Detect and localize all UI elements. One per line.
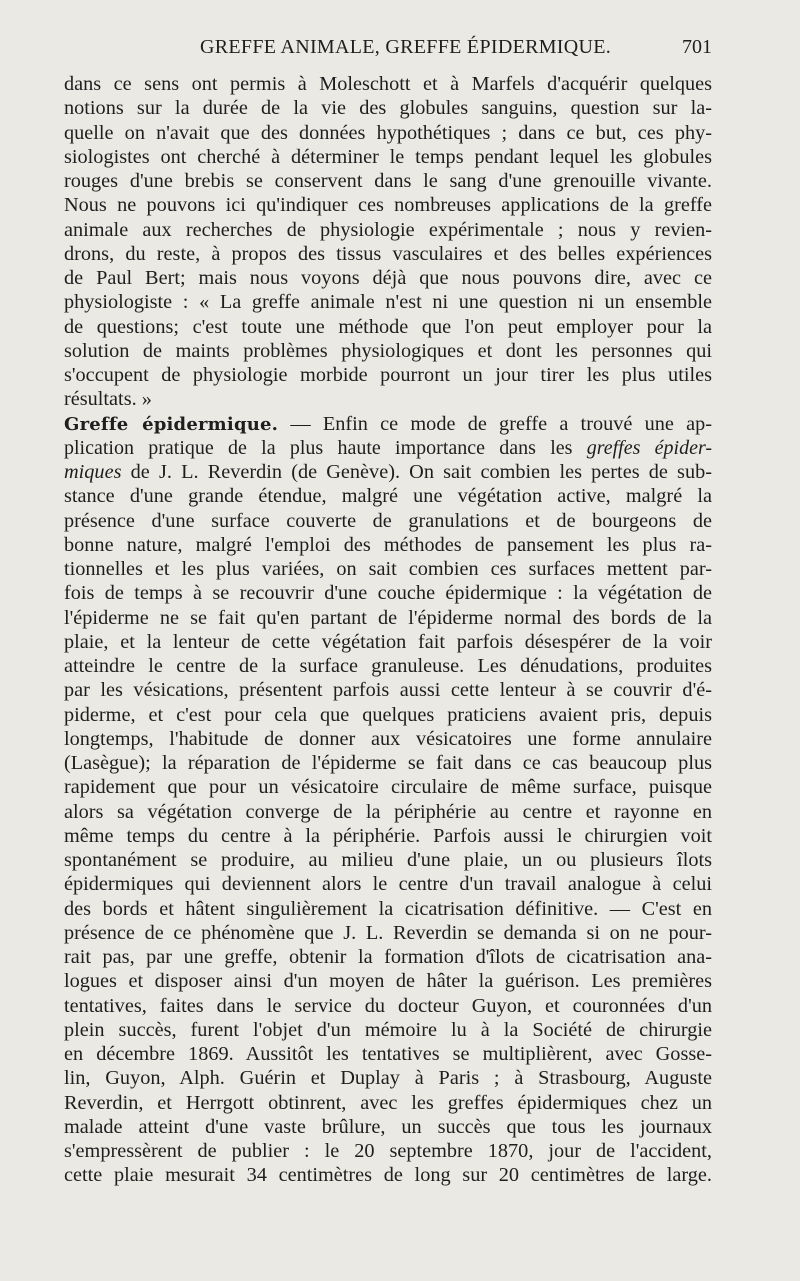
text-line: quelle on n'avait que des données hypothétiques ; dans ce but, ces phy-	[64, 121, 712, 144]
text-line: malade atteint d'une vaste brûlure, un succès que tous les journaux	[64, 1115, 712, 1138]
section-first-line	[64, 412, 712, 436]
text-line: solution de maints problèmes physiologiques et dont les personnes qui	[64, 339, 712, 362]
text-line: rouges d'une brebis se conservent dans le sang d'une grenouille vivante.	[64, 170, 712, 192]
text-line: tionnelles et les plus variées, on sait combien ces surfaces mettent par-	[64, 558, 712, 580]
text-line: spontanément se produire, au milieu d'une plaie, un ou plusieurs îlots	[64, 849, 712, 871]
text-line: plaie, et la lenteur de cette végétation fait parfois désespérer de la voir	[64, 630, 712, 653]
text-line: siologistes ont cherché à déterminer le temps pendant lequel les globules	[64, 145, 712, 168]
text-line: piderme, et c'est pour cela que quelques praticiens avaient pris, depuis	[64, 703, 712, 726]
text-line: fois de temps à se recouvrir d'une couche épidermique : la végétation de	[64, 582, 712, 605]
text-line	[64, 436, 712, 460]
text-line: rapidement que pour un vésicatoire circulaire de même surface, puisque	[64, 776, 712, 799]
text-line: plein succès, furent l'objet d'un mémoire lu à la Société de chirurgie	[64, 1018, 712, 1041]
running-title: GREFFE ANIMALE, GREFFE ÉPIDERMIQUE.	[200, 36, 612, 58]
text-line: tentatives, faites dans le service du docteur Guyon, et couronnées d'un	[64, 994, 712, 1017]
text-line: Nous ne pouvons ici qu'indiquer ces nombreuses applications de la greffe	[64, 194, 712, 217]
page-number: 701	[682, 36, 712, 58]
text-line: s'empressèrent de publier : le 20 septembre 1870, jour de l'accident,	[64, 1140, 712, 1162]
text-line	[64, 460, 712, 484]
page-header	[64, 36, 712, 64]
text-line: par les vésications, présentent parfois aussi cette lenteur à se couvrir d'é-	[64, 679, 712, 702]
text-line: présence de ce phénomène que J. L. Reverdin se demanda si on ne pour-	[64, 921, 712, 944]
text-line: même temps du centre à la périphérie. Parfois aussi le chirurgien voit	[64, 824, 712, 847]
text-line: en décembre 1869. Aussitôt les tentatives se multiplièrent, avec Gosse-	[64, 1043, 712, 1065]
text-line: animale aux recherches de physiologie expérimentale ; nous y revien-	[64, 218, 712, 241]
italic-term: greffes épider-	[586, 436, 712, 459]
text-line: (Lasègue); la réparation de l'épiderme se fait dans ce cas beaucoup plus	[64, 752, 712, 774]
text-line: résultats. »	[64, 388, 152, 411]
text-line: notions sur la durée de la vie des globules sanguins, question sur la-	[64, 97, 712, 120]
line-start: plication pratique de la plus haute importance dans les	[64, 436, 587, 459]
text-line: physiologiste : « La greffe animale n'est ni une question ni un ensemble	[64, 291, 712, 314]
text-line: des bords et hâtent singulièrement la cicatrisation définitive. — C'est en	[64, 897, 712, 920]
text-line: présence d'une surface couverte de granulations et de bourgeons de	[64, 509, 712, 532]
text-line: épidermiques qui deviennent alors le centre d'un travail analogue à celui	[64, 873, 712, 896]
text-line: longtemps, l'habitude de donner aux vésicatoires une forme annulaire	[64, 727, 712, 750]
text-line: s'occupent de physiologie morbide pourront un jour tirer les plus utiles	[64, 364, 712, 386]
text-line: cette plaie mesurait 34 centimètres de long sur 20 centimètres de large.	[64, 1164, 712, 1187]
text-line: l'épiderme ne se fait qu'en partant de l'épiderme normal des bords de la	[64, 606, 712, 629]
italic-term: miques	[64, 461, 122, 483]
text-line: logues et disposer ainsi d'un moyen de hâter la guérison. Les premières	[64, 970, 712, 993]
text-line: rait pas, par une greffe, obtenir la formation d'îlots de cicatrisation ana-	[64, 946, 712, 968]
text-line: stance d'une grande étendue, malgré une végétation active, malgré la	[64, 485, 712, 508]
text-line: de Paul Bert; mais nous voyons déjà que nous pouvons dire, avec ce	[64, 267, 712, 289]
body-text	[64, 72, 712, 1188]
section-first-line-rest: — Enfin ce mode de greffe a trouvé une ap-	[278, 412, 712, 435]
text-line: bonne nature, malgré l'emploi des méthodes de pansement les plus ra-	[64, 533, 712, 556]
text-line: de questions; c'est toute une méthode que l'on peut employer pour la	[64, 315, 712, 338]
section-heading: Greffe épidermique.	[64, 413, 279, 435]
text-line: lin, Guyon, Alph. Guérin et Duplay à Paris ; à Strasbourg, Auguste	[64, 1067, 712, 1090]
text-line: alors sa végétation converge de la périphérie au centre et rayonne en	[64, 800, 712, 823]
text-line: atteindre le centre de la surface granuleuse. Les dénudations, produites	[64, 655, 712, 677]
text-line: dans ce sens ont permis à Moleschott et à Marfels d'acquérir quelques	[64, 73, 712, 95]
text-line: Reverdin, et Herrgott obtinrent, avec les greffes épidermiques chez un	[64, 1091, 712, 1114]
text-line: drons, du reste, à propos des tissus vasculaires et des belles expériences	[64, 242, 712, 265]
line-rest: de J. L. Reverdin (de Genève). On sait combien les pertes de sub-	[121, 461, 712, 483]
